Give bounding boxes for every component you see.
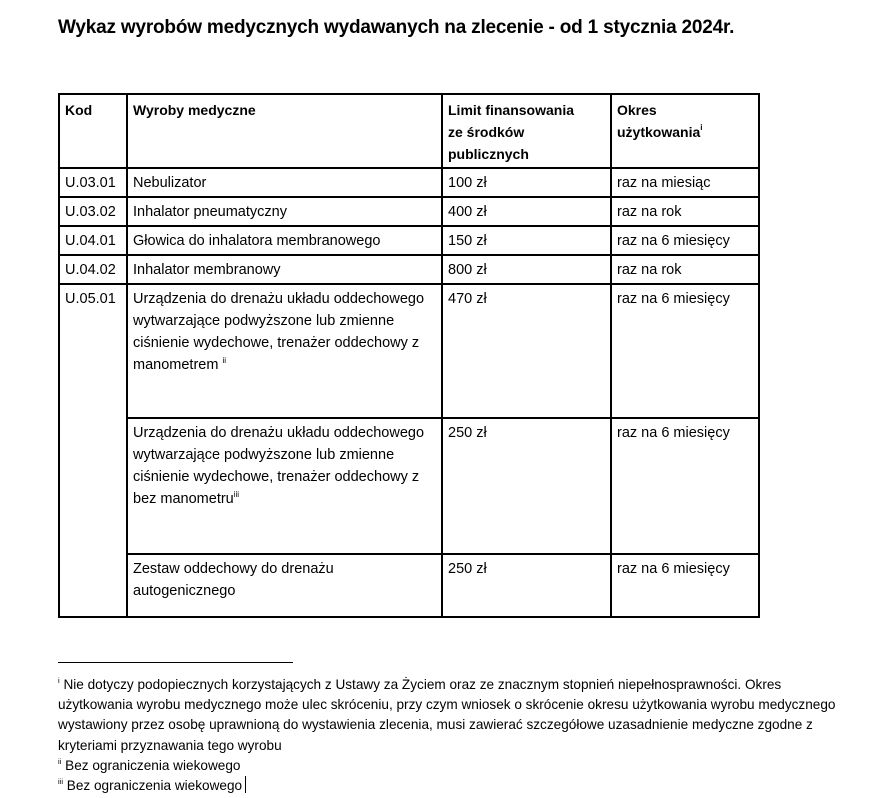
cell-product: Urządzenia do drenażu układu oddechowego wytwarzające podwyższone lub zmienne ciśnienie wydechowe, trenażer oddechowy z manometrem $^{ii}$ (127, 284, 442, 418)
header-product: Wyroby medyczne (127, 94, 442, 168)
cell-product: Inhalator pneumatyczny (127, 197, 442, 226)
cell-period: raz na 6 miesięcy (611, 554, 759, 617)
table-row (59, 168, 759, 197)
cell-product: Inhalator membranowy (127, 255, 442, 284)
cell-limit: 470 zł (442, 284, 611, 418)
cell-code: U.03.02 (59, 197, 127, 226)
footnote: $^{ii}$ Bez ograniczenia wiekowego (58, 756, 241, 773)
cell-period: raz na 6 miesięcy (611, 226, 759, 255)
table-row (59, 255, 759, 284)
cell-limit: 250 zł (442, 554, 611, 617)
cell-product: Zestaw oddechowy do drenażu autogenicznego (127, 554, 442, 617)
footnote-separator (58, 662, 293, 663)
cell-limit: 100 zł (442, 168, 611, 197)
footnotes (58, 675, 858, 796)
header-period: Okres użytkowania$^i$ (611, 94, 759, 168)
cell-limit: 400 zł (442, 197, 611, 226)
cell-limit: 800 zł (442, 255, 611, 284)
cell-period: raz na miesiąc (611, 168, 759, 197)
cell-limit: 250 zł (442, 418, 611, 554)
footnote: $^{iii}$ Bez ograniczenia wiekowego (58, 776, 858, 796)
cell-period: raz na 6 miesięcy (611, 284, 759, 418)
footnote: $^i$ Nie dotyczy podopiecznych korzystających z Ustawy za Życiem oraz ze znacznym stopnień niepełnosprawności. Okres użytkowania wyrobu medycznego może ulec skróceniu, przy czym wniosek o skrócenie okresu użytkowania wyrobu medycznego wystawiony przez osobę uprawnioną do wystawienia zlecenia, musi zawierać szczegółowe uzasadnienie medyczne zgodne z kryteriami przyznawania tego wyrobu (58, 676, 836, 753)
header-limit: Limit finansowania ze środków publicznych (442, 94, 611, 168)
cell-period: raz na rok (611, 255, 759, 284)
document-title: Wykaz wyrobów medycznych wydawanych na zlecenie - od 1 stycznia 2024r. (58, 17, 735, 38)
header-code: Kod (59, 94, 127, 168)
text-cursor (245, 776, 246, 793)
cell-code: U.04.02 (59, 255, 127, 284)
cell-product: Głowica do inhalatora membranowego (127, 226, 442, 255)
table-row (59, 226, 759, 255)
table-row (59, 284, 759, 418)
table-row (59, 197, 759, 226)
medical-devices-table (58, 93, 760, 618)
cell-limit: 150 zł (442, 226, 611, 255)
cell-product: Urządzenia do drenażu układu oddechowego wytwarzające podwyższone lub zmienne ciśnienie wydechowe, trenażer oddechowy z bez manometru$^{iii}$ (127, 418, 442, 554)
table-row (59, 418, 759, 554)
table-row (59, 554, 759, 617)
cell-period: raz na rok (611, 197, 759, 226)
cell-code: U.04.01 (59, 226, 127, 255)
cell-period: raz na 6 miesięcy (611, 418, 759, 554)
table-header-row (59, 94, 759, 168)
cell-code: U.03.01 (59, 168, 127, 197)
cell-code: U.05.01 (59, 284, 127, 617)
cell-product: Nebulizator (127, 168, 442, 197)
